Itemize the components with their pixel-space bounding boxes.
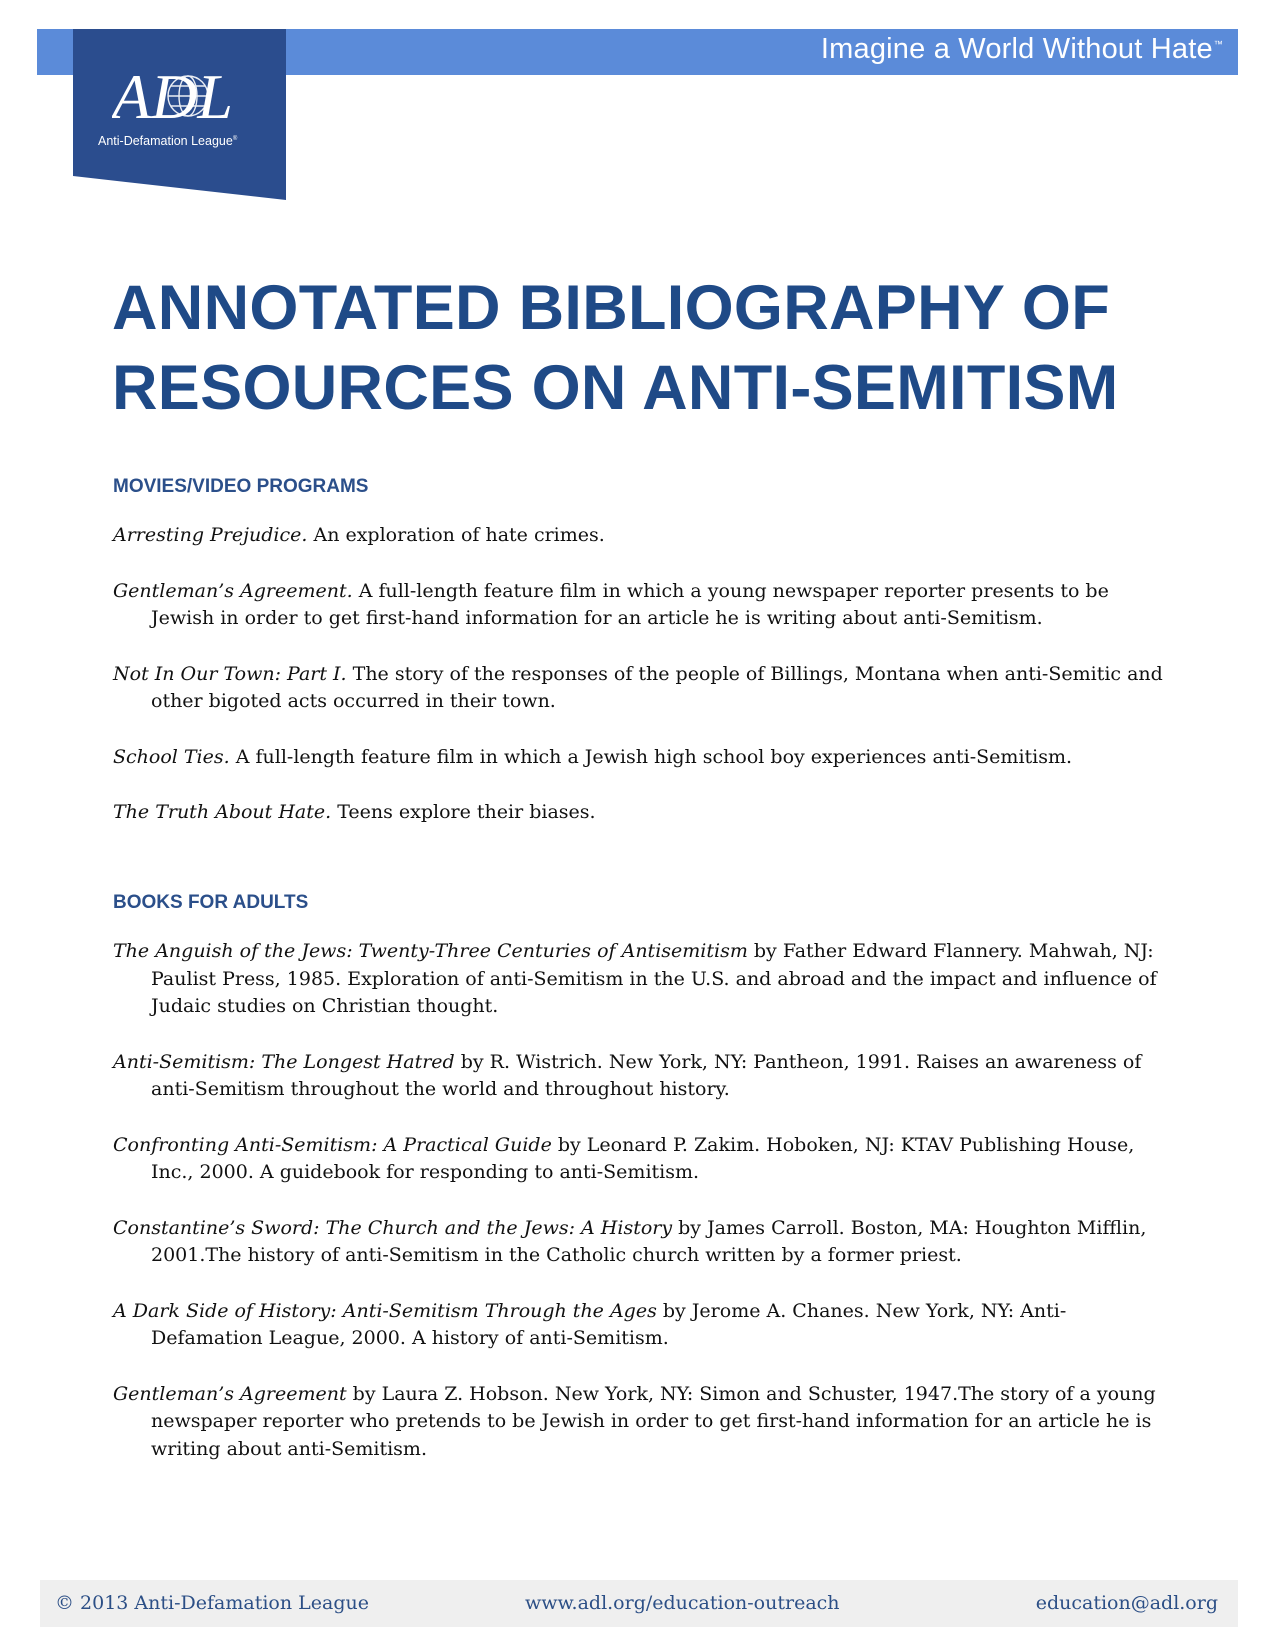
entry-description: A full-length feature film in which a young newspaper reporter presents to be Jewish in order to get first-hand information for an article he is writing about anti-Semitism.: [151, 579, 1109, 629]
entry-description: by R. Wistrich. New York, NY: Pantheon, 1991. Raises an awareness of anti-Semitism throughout the world and throughout history.: [151, 1050, 1142, 1100]
entry-title: Confronting Anti-Semitism: A Practical Guide: [113, 1133, 552, 1156]
list-item: [113, 522, 1173, 550]
tagline-trademark: ™: [1213, 39, 1223, 50]
entry-title: School Ties.: [113, 745, 230, 768]
entry-description: by Jerome A. Chanes. New York, NY: Anti-Defamation League, 2000. A history of anti-Semitism.: [151, 1299, 1067, 1349]
entry-title: Not In Our Town: Part I.: [113, 662, 347, 685]
list-item: [113, 938, 1173, 1021]
registered-mark: ®: [232, 135, 238, 142]
section-heading-books: BOOKS FOR ADULTS: [113, 892, 309, 913]
entry-description: by James Carroll. Boston, MA: Houghton Mifflin, 2001.The history of anti-Semitism in the Catholic church written by a former priest.: [151, 1216, 1147, 1266]
entry-description: by Laura Z. Hobson. New York, NY: Simon and Schuster, 1947.The story of a young newspaper reporter who pretends to be Jewish in order to get first-hand information for an article he is writing about anti-Semitism.: [151, 1382, 1156, 1460]
entry-description: Teens explore their biases.: [331, 801, 596, 823]
adl-logo-icon: [112, 60, 272, 140]
list-item: [113, 744, 1173, 772]
page-title: [112, 268, 1212, 428]
list-item: [113, 661, 1173, 716]
list-item: [113, 1215, 1173, 1270]
list-item: [113, 1049, 1173, 1104]
entry-title: The Anguish of the Jews: Twenty-Three Centuries of Antisemitism: [113, 940, 748, 962]
entry-title: The Truth About Hate.: [113, 801, 332, 823]
entry-title: Arresting Prejudice.: [113, 524, 308, 546]
tagline-text: Imagine a World Without Hate: [820, 33, 1213, 65]
footer-copyright: © 2013 Anti-Defamation League: [55, 1592, 369, 1614]
footer: [40, 1580, 1238, 1627]
section-heading-movies: MOVIES/VIDEO PROGRAMS: [113, 476, 369, 497]
list-item: [113, 1132, 1173, 1187]
tagline: [821, 33, 1223, 66]
list-item: [113, 799, 1173, 827]
entry-description: The story of the responses of the people of Billings, Montana when anti-Semitic and other bigoted acts occurred in their town.: [151, 662, 1163, 712]
entry-title: Constantine’s Sword: The Church and the Jews: A History: [113, 1216, 673, 1239]
entry-title: Gentleman’s Agreement.: [113, 579, 353, 602]
title-line-2: RESOURCES ON ANTI-SEMITISM: [112, 353, 1119, 423]
entry-description: by Leonard P. Zakim. Hoboken, NJ: KTAV Publishing House, Inc., 2000. A guidebook for responding to anti-Semitism.: [151, 1133, 1135, 1183]
logo-subtitle-text: Anti-Defamation League: [98, 134, 233, 148]
entry-description: A full-length feature film in which a Jewish high school boy experiences anti-Semitism.: [229, 745, 1073, 768]
list-item: [113, 1298, 1173, 1353]
books-list: [113, 938, 1173, 1491]
list-item: [113, 1381, 1173, 1464]
logo-subtitle: [98, 134, 237, 148]
footer-url-link[interactable]: www.adl.org/education-outreach: [525, 1592, 840, 1614]
entry-title: A Dark Side of History: Anti-Semitism Through the Ages: [113, 1299, 657, 1322]
movies-list: [113, 522, 1173, 855]
title-line-1: ANNOTATED BIBLIOGRAPHY OF: [112, 273, 1110, 343]
entry-description: by Father Edward Flannery. Mahwah, NJ: Paulist Press, 1985. Exploration of anti-Semitism in the U.S. and abroad and the impact and influence of Judaic studies on Christian thought.: [151, 940, 1157, 1017]
entry-title: Anti-Semitism: The Longest Hatred: [113, 1050, 455, 1073]
entry-description: An exploration of hate crimes.: [307, 524, 605, 546]
logo-letters: ADL: [112, 61, 233, 132]
list-item: [113, 578, 1173, 633]
entry-title: Gentleman’s Agreement: [113, 1382, 347, 1405]
footer-email-link[interactable]: education@adl.org: [1035, 1592, 1218, 1614]
